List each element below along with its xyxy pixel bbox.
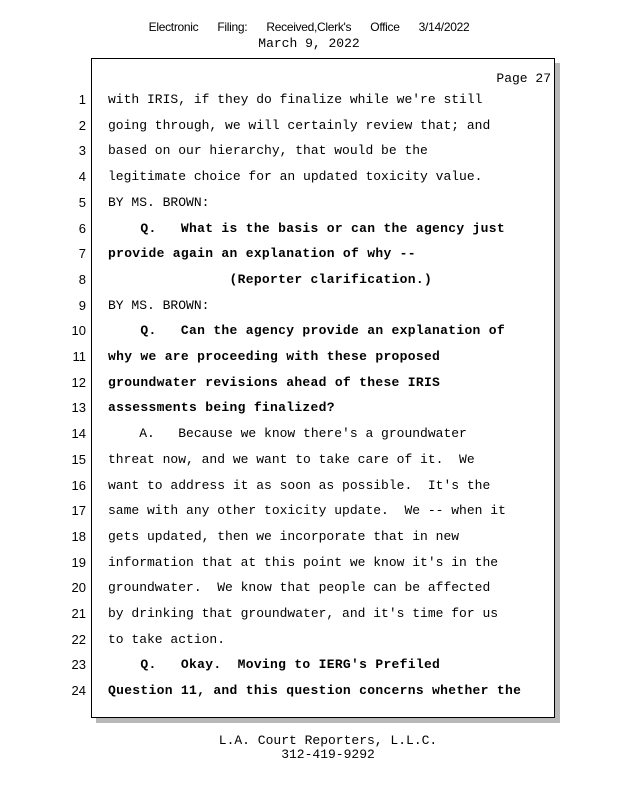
stamp-received: Received,Clerk's: [266, 20, 352, 34]
line-text: going through, we will certainly review that; and: [108, 117, 491, 133]
transcript-line: [0, 373, 560, 399]
line-number: 23: [71, 657, 86, 673]
line-number: 19: [71, 554, 86, 570]
transcript-line: [0, 604, 560, 630]
electronic-filing-stamp: [0, 20, 618, 34]
transcript-line: [0, 630, 560, 656]
line-text: by drinking that groundwater, and it's time for us: [108, 606, 499, 621]
line-text: legitimate choice for an updated toxicity value.: [108, 169, 483, 185]
line-number: 8: [78, 271, 86, 287]
transcript-line: [0, 321, 560, 347]
transcript-line: [0, 450, 560, 476]
line-number: 21: [71, 606, 86, 621]
line-text: groundwater. We know that people can be affected: [108, 580, 491, 596]
page-number: Page 27: [496, 71, 551, 86]
line-text: provide again an explanation of why --: [108, 246, 416, 262]
transcript-line: [0, 347, 560, 373]
transcript-line: [0, 655, 560, 681]
stamp-date: 3/14/2022: [418, 20, 470, 34]
line-number: 9: [78, 297, 86, 313]
transcript-line: [0, 681, 560, 707]
line-text: Q. Okay. Moving to IERG's Prefiled: [108, 657, 441, 673]
line-number: 20: [71, 580, 86, 596]
line-number: 12: [71, 374, 86, 390]
line-text: why we are proceeding with these proposed: [108, 349, 441, 364]
line-text: with IRIS, if they do finalize while we're still: [108, 92, 483, 107]
line-number: 17: [71, 503, 86, 519]
line-number: 14: [71, 426, 86, 442]
line-text: groundwater revisions ahead of these IRIS: [108, 374, 441, 390]
transcript-line: [0, 219, 560, 245]
line-text: based on our hierarchy, that would be the: [108, 143, 428, 159]
transcript-line: [0, 193, 560, 219]
transcript-line: [0, 116, 560, 142]
line-text: A. Because we know there's a groundwater: [108, 426, 467, 442]
line-text: gets updated, then we incorporate that in new: [108, 528, 460, 544]
line-text: BY MS. BROWN:: [108, 297, 210, 313]
line-number: 4: [78, 169, 86, 185]
line-text: assessments being finalized?: [108, 400, 335, 416]
transcript-line: [0, 141, 560, 167]
line-text: (Reporter clarification.): [108, 271, 433, 287]
line-number: 24: [71, 683, 86, 699]
line-number: 18: [71, 528, 86, 544]
stamp-electronic: Electronic: [148, 20, 199, 34]
transcript-line: [0, 398, 560, 424]
header-date: March 9, 2022: [258, 36, 360, 51]
stamp-filing: Filing:: [217, 20, 248, 34]
line-text: information that at this point we know it's in the: [108, 554, 499, 570]
line-number: 16: [71, 477, 86, 493]
stamp-office: Office: [370, 20, 400, 34]
transcript-line: [0, 167, 560, 193]
transcript-line: [0, 296, 560, 322]
line-number: 2: [78, 117, 86, 133]
line-text: want to address it as soon as possible. It's the: [108, 477, 491, 493]
transcript-line: [0, 270, 560, 296]
line-number: 11: [72, 349, 86, 364]
line-text: to take action.: [108, 631, 226, 647]
footer: [0, 734, 618, 762]
line-text: threat now, and we want to take care of it. We: [108, 451, 475, 467]
line-number: 5: [78, 194, 86, 210]
line-number: 15: [71, 451, 86, 467]
line-number: 10: [71, 323, 86, 339]
footer-company: L.A. Court Reporters, L.L.C.: [218, 733, 438, 748]
line-text: Q. What is the basis or can the agency just: [108, 220, 505, 236]
transcript-line: [0, 476, 560, 502]
footer-phone: 312-419-9292: [281, 747, 375, 762]
line-number: 22: [71, 631, 86, 647]
transcript-line: [0, 424, 560, 450]
transcript-line: [0, 527, 560, 553]
line-number: 6: [78, 220, 86, 236]
transcript-line: [0, 90, 560, 116]
transcript-line: [0, 501, 560, 527]
line-number: 13: [71, 400, 86, 416]
transcript-line: [0, 244, 560, 270]
line-text: same with any other toxicity update. We -- when it: [108, 503, 506, 519]
line-text: Q. Can the agency provide an explanation of: [108, 323, 505, 339]
line-number: 7: [78, 246, 86, 262]
line-number: 1: [78, 92, 86, 107]
line-number: 3: [78, 143, 86, 159]
transcript-line: [0, 578, 560, 604]
line-text: BY MS. BROWN:: [108, 194, 210, 210]
line-text: Question 11, and this question concerns whether the: [108, 683, 522, 699]
transcript-line: [0, 553, 560, 579]
